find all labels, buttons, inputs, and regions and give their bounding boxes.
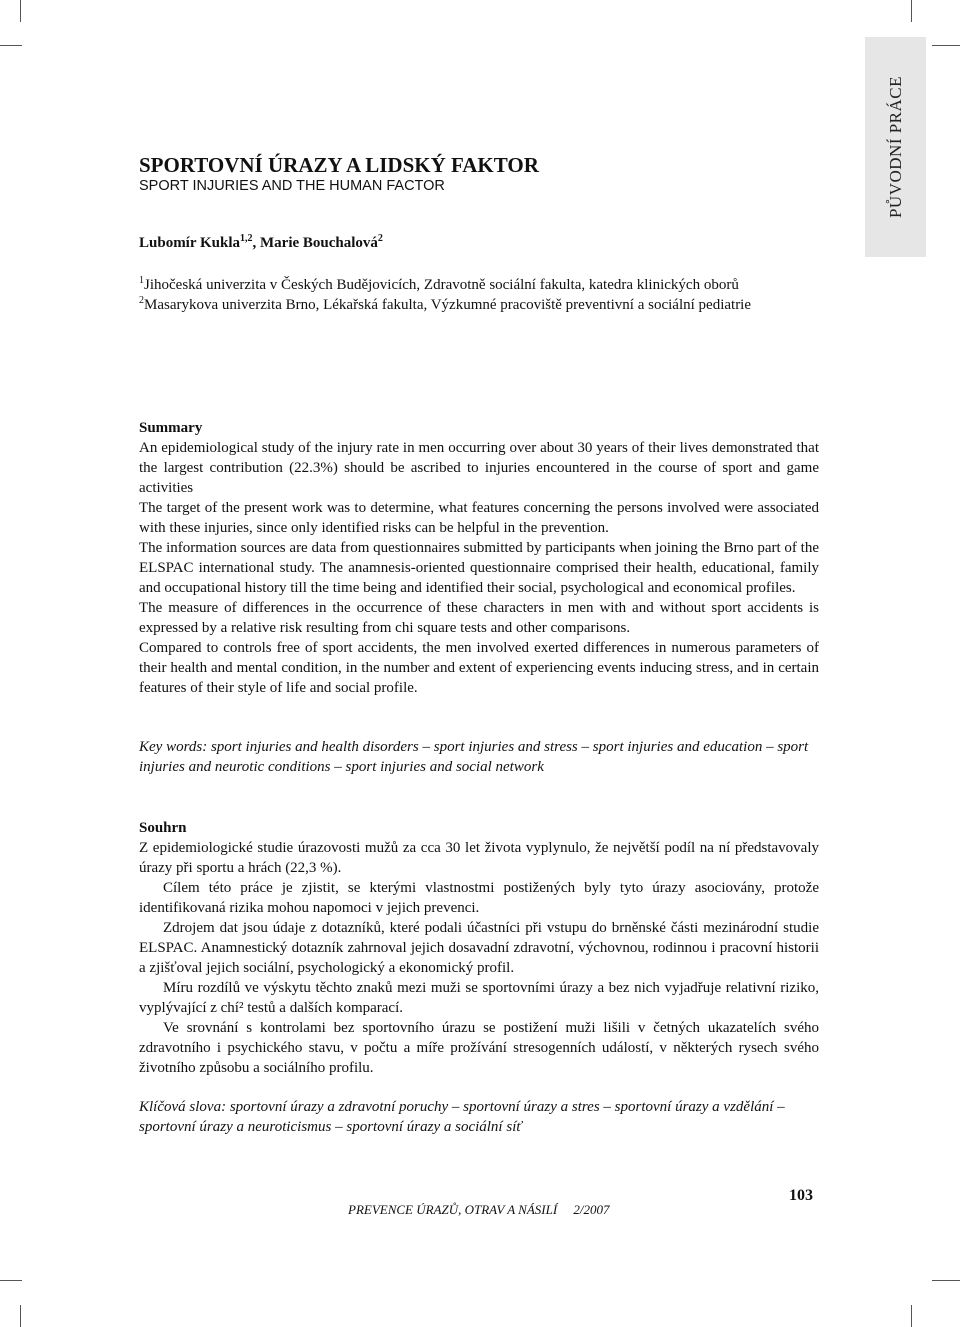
- crop-mark-bottom-right: [911, 1305, 912, 1327]
- section-side-tab-label: PŮVODNÍ PRÁCE: [885, 75, 905, 219]
- journal-footer: [348, 1202, 610, 1218]
- crop-mark-top-right: [911, 0, 912, 22]
- article-title: SPORTOVNÍ ÚRAZY A LIDSKÝ FAKTOR: [139, 153, 539, 177]
- souhrn-paragraph: Z epidemiologické studie úrazovosti mužů za cca 30 let života vyplynulo, že největší podíl na ní představovaly úrazy při sportu a hrách (22,3 %).: [139, 840, 819, 876]
- summary-paragraph: The measure of differences in the occurrence of these characters in men with and without sport accidents is expressed by a relative risk resulting from chi square tests and other comparisons.: [139, 600, 819, 636]
- crop-mark-bottom-left: [20, 1305, 21, 1327]
- crop-mark-top-right-h: [932, 45, 960, 46]
- souhrn-paragraph: Cílem této práce je zjistit, se kterými vlastnostmi postižených byly tyto úrazy asociovány, protože identifikovaná rizika mohou napomoci v jejich prevenci.: [139, 880, 819, 916]
- author-list: [139, 235, 819, 252]
- journal-issue: 2/2007: [573, 1202, 610, 1217]
- section-side-tab: [865, 37, 926, 257]
- crop-mark-top-left-h: [0, 45, 22, 46]
- journal-name: PREVENCE ÚRAZŮ, OTRAV A NÁSILÍ: [348, 1202, 558, 1217]
- summary-section: [139, 418, 819, 698]
- summary-heading: Summary: [139, 420, 203, 436]
- author-name: Marie Bouchalová: [260, 235, 378, 251]
- affiliation-marker: 2: [139, 295, 144, 306]
- author-name: Lubomír Kukla: [139, 235, 241, 251]
- affiliation-text: Jihočeská univerzita v Českých Budějovicích, Zdravotně sociální fakulta, katedra klinických oborů: [144, 277, 739, 293]
- affiliation-text: Masarykova univerzita Brno, Lékařská fakulta, Výzkumné pracoviště preventivní a sociální pediatrie: [144, 297, 752, 313]
- souhrn-heading: Souhrn: [139, 820, 187, 836]
- affiliations: [139, 275, 819, 315]
- author-affiliation-marker: 2: [377, 233, 383, 244]
- summary-paragraph: The target of the present work was to determine, what features concerning the persons involved were associated with these injuries, since only identified risks can be helpful in the prevention.: [139, 500, 819, 536]
- souhrn-paragraph: Zdrojem dat jsou údaje z dotazníků, které podali účastníci při vstupu do brněnské části mezinárodní studie ELSPAC. Anamnestický dotazník zahrnoval jejich dosavadní zdravotní, výchovnou, rodinnou i pracovní historii a zjišťoval jejich sociální, psychologický a ekonomický profil.: [139, 920, 819, 976]
- summary-paragraph: Compared to controls free of sport accidents, the men involved exerted differences in numerous parameters of their health and mental condition, in the number and extent of experiencing events inducing stress, and in certain features of their style of life and social profile.: [139, 640, 819, 696]
- summary-paragraph: An epidemiological study of the injury rate in men occurring over about 30 years of their lives demonstrated that the largest contribution (22.3%) should be ascribed to injuries encountered in the course of sport and game activities: [139, 440, 819, 496]
- souhrn-paragraph: Míru rozdílů ve výskytu těchto znaků mezi muži se sportovními úrazy a bez nich vyjadřuje relativní riziko, vyplývající z chí² testů a dalších komparací.: [139, 980, 819, 1016]
- crop-mark-top-left: [20, 0, 21, 22]
- affiliation-marker: 1: [139, 275, 144, 286]
- author-affiliation-marker: 1,2: [240, 233, 253, 244]
- keywords-czech: Klíčová slova: sportovní úrazy a zdravotní poruchy – sportovní úrazy a stres – sportovní úrazy a vzdělání – sportovní úrazy a neuroticismus – sportovní úrazy a sociální síť: [139, 1099, 785, 1135]
- affiliation: [139, 275, 819, 295]
- page-number: 103: [789, 1187, 813, 1204]
- crop-mark-bottom-right-h: [932, 1280, 960, 1281]
- article-subtitle: SPORT INJURIES AND THE HUMAN FACTOR: [139, 178, 445, 194]
- summary-paragraph: The information sources are data from questionnaires submitted by participants when joining the Brno part of the ELSPAC international study. The anamnesis-oriented questionnaire comprised their health, educational, family and occupational history till the time being and identified their social, psychological and economical profiles.: [139, 540, 819, 596]
- keywords-english: Key words: sport injuries and health disorders – sport injuries and stress – sport injuries and education – sport injuries and neurotic conditions – sport injuries and social network: [139, 739, 809, 775]
- affiliation: [139, 295, 819, 315]
- souhrn-section: [139, 818, 819, 1078]
- author-separator: ,: [252, 235, 261, 251]
- souhrn-paragraph: Ve srovnání s kontrolami bez sportovního úrazu se postižení muži lišili v četných ukazatelích svého zdravotního i psychického stavu, v počtu a míře prožívání stresogenních událostí, v některých rysech svého životního způsobu a sociálního profilu.: [139, 1020, 819, 1076]
- crop-mark-bottom-left-h: [0, 1280, 22, 1281]
